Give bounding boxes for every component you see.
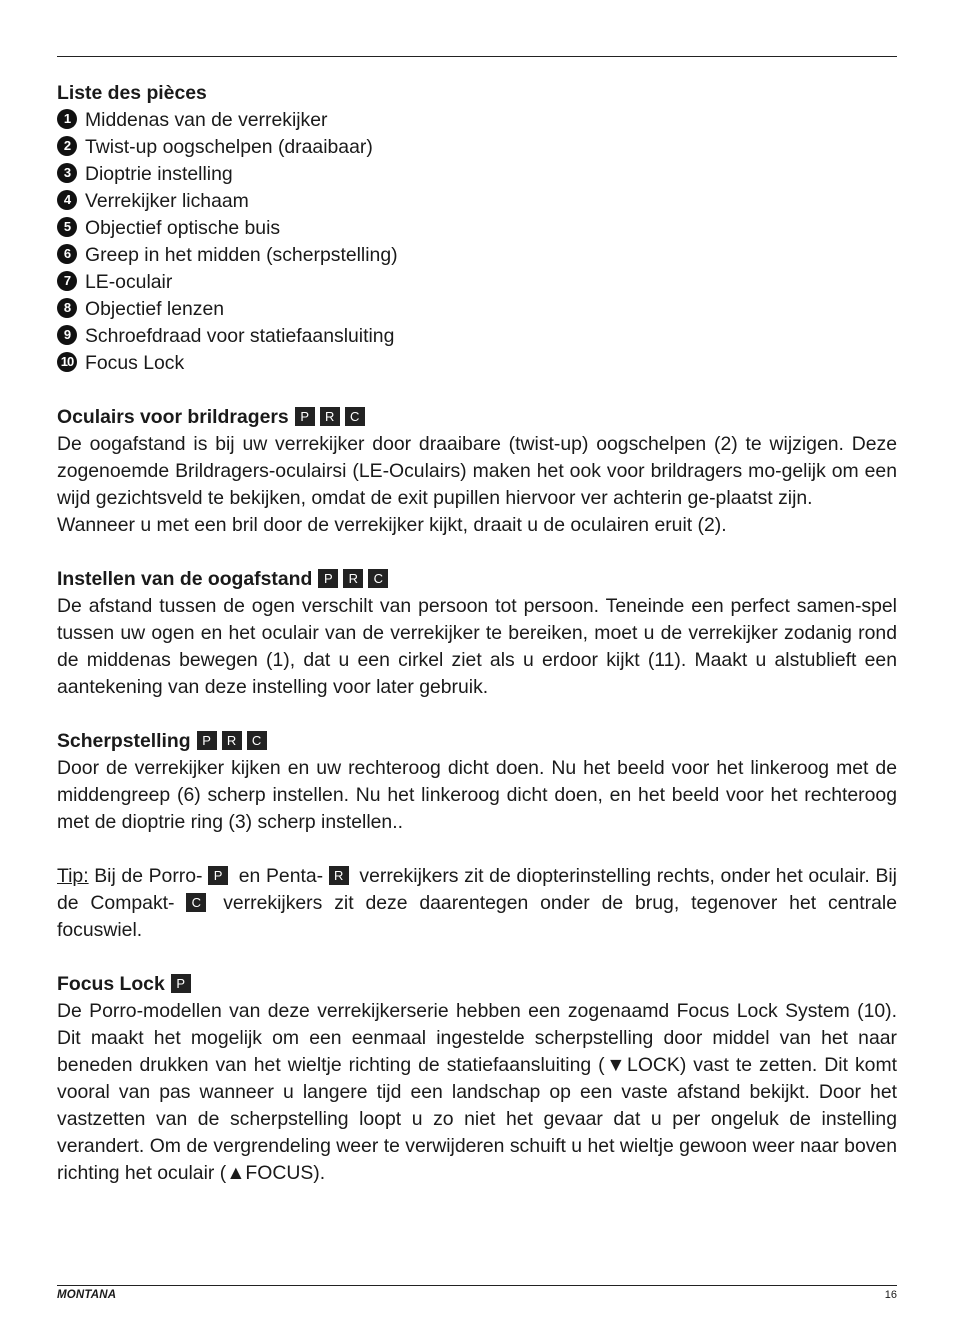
page-content <box>57 80 897 1187</box>
roof-badge-icon: R <box>222 731 242 750</box>
parts-list-item <box>57 269 897 296</box>
scherpstelling-paragraph: Door de verrekijker kijken en uw rechteroog dicht doen. Nu het beeld voor het linkeroog met de middengreep (6) scherp instellen. Nu het linkeroog dicht doen, en het beeld voor het rechteroog met de dioptrie ring (3) scherp instellen.. <box>57 757 897 833</box>
parts-section <box>57 80 897 377</box>
oculairs-paragraph: De oogafstand is bij uw verrekijker door draaibare (twist-up) oogschelpen (2) te wijzigen. Deze zogenoemde Brildragers-oculairsi (LE-Oculairs) maken het ook voor brildragers mo-gelijk om een wijd gezichtsveld te bekijken, omdat de exit pupillen hiervoor ver achterin ge-plaatst zijn. <box>57 433 897 509</box>
oculairs-section <box>57 404 897 539</box>
section-title: Focus Lock <box>57 973 165 995</box>
tip-label: Tip: <box>57 865 89 887</box>
parts-list <box>57 107 897 377</box>
focuslock-paragraph: De Porro-modellen van deze verrekijkerserie hebben een zogenaamd Focus Lock System (10). Dit maakt het mogelijk om een eenmaal ingestelde scherpstelling door middel van het naar beneden drukken van het wieltje richting de statiefaansluiting (▼LOCK) vast te zetten. Dit komt vooral van pas wanneer u langere tijd een landschap op een vaste afstand bekijkt. Door het vastzetten van de scherpstelling loopt u zo niet het gevaar dat u per ongeluk de instelling verandert. Om de vergrendeling weer te verwijderen schuift u het wieltje gewoon weer naar boven richting het oculair (▲FOCUS). <box>57 1000 897 1184</box>
number-9-icon: 9 <box>57 325 77 345</box>
tip-section <box>57 863 897 944</box>
oculairs-paragraph-2: Wanneer u met een bril door de verrekijker kijkt, draait u de oculairen eruit (2). <box>57 514 727 536</box>
parts-item-label: Focus Lock <box>85 352 185 374</box>
parts-item-label: Twist-up oogschelpen (draaibaar) <box>85 136 373 158</box>
oogafstand-heading <box>57 566 897 593</box>
parts-list-item <box>57 161 897 188</box>
compact-badge-icon: C <box>368 569 388 588</box>
porro-badge-icon: P <box>295 407 315 426</box>
section-title: Oculairs voor brildragers <box>57 406 289 428</box>
parts-item-label: Dioptrie instelling <box>85 163 233 185</box>
parts-item-label: Verrekijker lichaam <box>85 190 249 212</box>
oogafstand-section <box>57 566 897 701</box>
footer-brand: MONTANA <box>57 1289 117 1301</box>
number-4-icon: 4 <box>57 190 77 210</box>
parts-item-label: Middenas van de verrekijker <box>85 109 328 131</box>
parts-list-item <box>57 107 897 134</box>
scherpstelling-heading <box>57 728 897 755</box>
number-6-icon: 6 <box>57 244 77 264</box>
compact-badge-icon: C <box>247 731 267 750</box>
number-10-icon: 10 <box>57 352 77 372</box>
number-5-icon: 5 <box>57 217 77 237</box>
parts-list-item <box>57 215 897 242</box>
parts-list-item <box>57 296 897 323</box>
compact-badge-icon: C <box>345 407 365 426</box>
tip-text: verrekijkers zit de diopterinstelling rechts, onder het oculair. Bij de Compakt- <box>57 865 897 914</box>
parts-item-label: Objectief lenzen <box>85 298 225 320</box>
tip-text: en Penta- <box>233 865 329 887</box>
number-8-icon: 8 <box>57 298 77 318</box>
parts-list-item <box>57 134 897 161</box>
parts-list-item <box>57 323 897 350</box>
number-1-icon: 1 <box>57 109 77 129</box>
number-7-icon: 7 <box>57 271 77 291</box>
section-title: Scherpstelling <box>57 730 191 752</box>
focuslock-heading <box>57 971 897 998</box>
porro-badge-icon: P <box>171 974 191 993</box>
section-title: Instellen van de oogafstand <box>57 568 313 590</box>
parts-list-item <box>57 188 897 215</box>
porro-badge-icon: P <box>208 866 228 885</box>
roof-badge-icon: R <box>320 407 340 426</box>
parts-heading: Liste des pièces <box>57 82 207 104</box>
roof-badge-icon: R <box>329 866 349 885</box>
parts-item-label: Greep in het midden (scherpstelling) <box>85 244 398 266</box>
oculairs-heading <box>57 404 897 431</box>
number-3-icon: 3 <box>57 163 77 183</box>
scherpstelling-section <box>57 728 897 836</box>
parts-item-label: Objectief optische buis <box>85 217 281 239</box>
porro-badge-icon: P <box>318 569 338 588</box>
parts-list-item <box>57 350 897 377</box>
page-number: 16 <box>884 1289 897 1301</box>
number-2-icon: 2 <box>57 136 77 156</box>
compact-badge-icon: C <box>186 893 206 912</box>
tip-paragraph <box>57 863 897 944</box>
focuslock-section <box>57 971 897 1187</box>
top-rule <box>57 56 897 57</box>
tip-text: Bij de Porro- <box>88 865 209 887</box>
oogafstand-paragraph: De afstand tussen de ogen verschilt van persoon tot persoon. Teneinde een perfect samen-spel tussen uw ogen en het oculair van de verrekijker te bereiken, moet u de verrekijker zodanig rond de middenas bewegen (1), dat u een cirkel ziet als u erdoor kijkt (11). Maakt u alstublieft een aantekening van deze instelling voor later gebruik. <box>57 595 897 698</box>
roof-badge-icon: R <box>343 569 363 588</box>
porro-badge-icon: P <box>197 731 217 750</box>
parts-list-item <box>57 242 897 269</box>
parts-item-label: LE-oculair <box>85 271 173 293</box>
tip-text: verrekijkers zit deze daarentegen onder de brug, tegenover het centrale focuswiel. <box>57 892 897 941</box>
footer-rule <box>57 1285 897 1286</box>
parts-item-label: Schroefdraad voor statiefaansluiting <box>85 325 395 347</box>
